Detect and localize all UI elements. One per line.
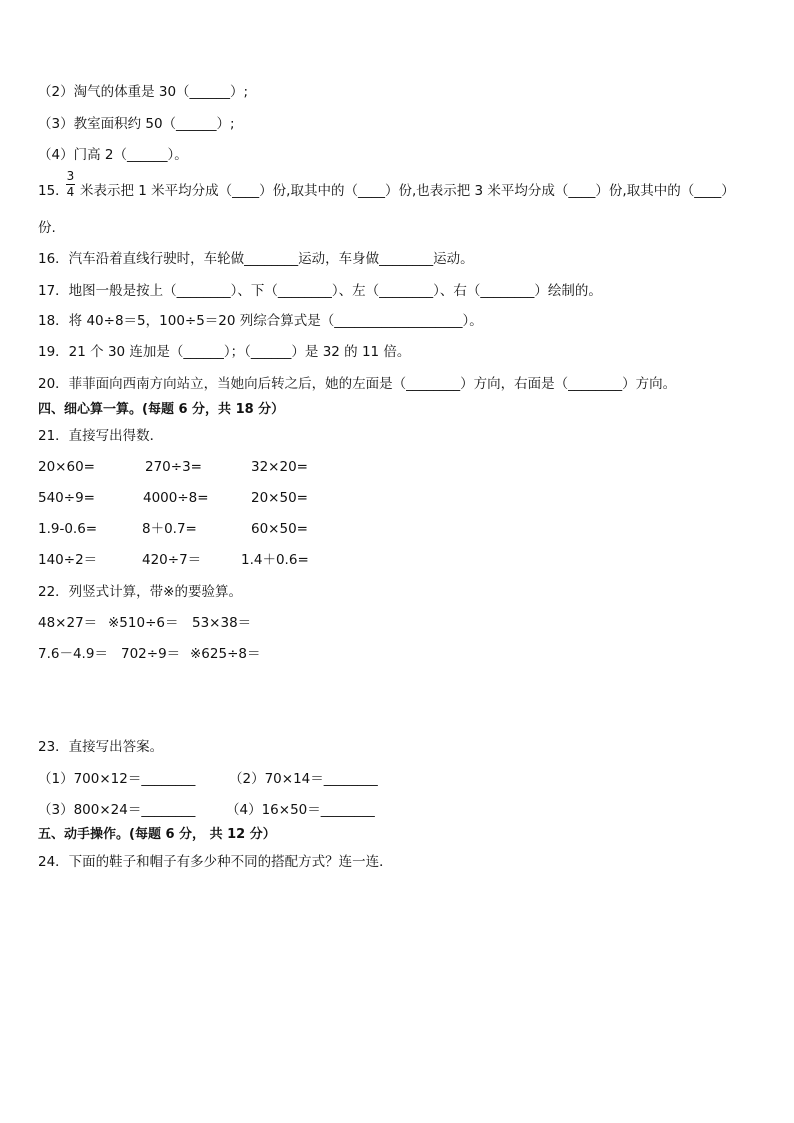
calc22-r2-c3: ※625÷8＝ (190, 646, 261, 662)
fraction-three-quarters (66, 170, 75, 199)
calc21-r3-c1: 1.9-0.6= (38, 521, 98, 537)
calc21-r2-c3: 20×50= (251, 490, 308, 506)
q15-text: 米表示把 1 米平均分成（____）份,取其中的（____）份,也表示把 3 米平均分成（____）份,取其中的（____） (80, 183, 735, 199)
calc23-item-3: （3）800×24＝________ (38, 802, 196, 818)
q23: 23．直接写出答案。 (38, 739, 164, 755)
calc21-r4-c3: 1.4＋0.6= (241, 552, 309, 568)
calc21-r2-c2: 4000÷8= (143, 490, 209, 506)
calc22-r2-c1: 7.6－4.9＝ (38, 646, 108, 662)
q15-tail: 份. (38, 220, 56, 236)
calc22-r1-c2: ※510÷6＝ (108, 615, 179, 631)
calc23-item-4: （4）16×50＝________ (226, 802, 375, 818)
calc23-item-1: （1）700×12＝________ (38, 771, 196, 787)
q14-item-4: （4）门高 2（______）。 (38, 147, 188, 163)
calc21-r3-c3: 60×50= (251, 521, 308, 537)
calc21-r3-c2: 8＋0.7= (142, 521, 197, 537)
fraction-denominator: 4 (66, 185, 75, 199)
q22: 22．列竖式计算，带※的要验算。 (38, 584, 242, 600)
q14-item-3: （3）教室面积约 50（______）; (38, 116, 235, 132)
q20: 20．菲菲面向西南方向站立，当她向后转之后，她的左面是（________）方向，右面是（________）方向。 (38, 376, 677, 392)
section-4-heading: 四、细心算一算。(每题 6 分，共 18 分） (38, 402, 285, 417)
q24: 24．下面的鞋子和帽子有多少种不同的搭配方式？连一连． (38, 854, 393, 870)
q21: 21．直接写出得数． (38, 428, 164, 444)
calc21-r1-c3: 32×20= (251, 459, 308, 475)
calc21-r4-c2: 420÷7＝ (142, 552, 202, 568)
q15-number: 15． (38, 183, 69, 199)
calc21-r2-c1: 540÷9= (38, 490, 95, 506)
q18: 18．将 40÷8＝5，100÷5＝20 列综合算式是（___________________）。 (38, 313, 483, 329)
q14-item-2: （2）淘气的体重是 30（______）; (38, 84, 249, 100)
q17: 17．地图一般是按上（________）、下（________）、左（________）、右（________）绘制的。 (38, 283, 602, 299)
section-5-heading: 五、动手操作。(每题 6 分， 共 12 分） (38, 827, 276, 842)
calc22-r2-c2: 702÷9＝ (121, 646, 181, 662)
calc22-r1-c3: 53×38＝ (192, 615, 252, 631)
calc21-r1-c1: 20×60= (38, 459, 95, 475)
q16: 16．汽车沿着直线行驶时，车轮做________运动，车身做________运动。 (38, 251, 474, 267)
calc22-r1-c1: 48×27＝ (38, 615, 98, 631)
calc21-r4-c1: 140÷2＝ (38, 552, 98, 568)
calc23-item-2: （2）70×14＝________ (229, 771, 378, 787)
q19: 19．21 个 30 连加是（______）；（______）是 32 的 11 倍。 (38, 344, 411, 360)
calc21-r1-c2: 270÷3= (145, 459, 202, 475)
fraction-numerator: 3 (66, 169, 75, 183)
